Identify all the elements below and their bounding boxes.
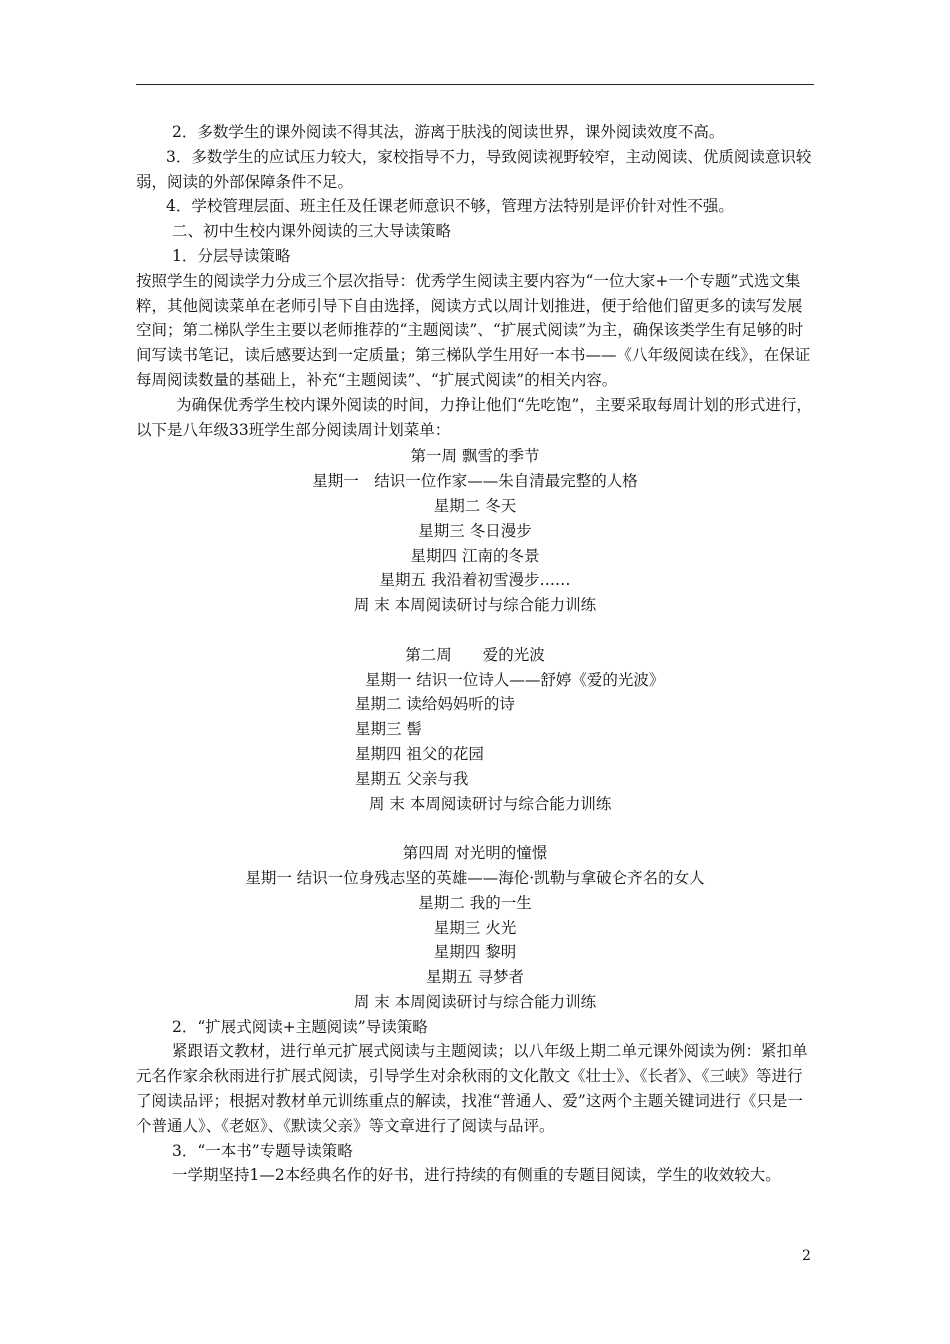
week2-item: 星期五 父亲与我: [355, 769, 469, 788]
week2-item: 周 末 本周阅读研讨与综合能力训练: [369, 794, 612, 813]
issue-3: 3．多数学生的应试压力较大，家校指导不力，导致阅读视野较窄，主动阅读、优质阅读意识较弱，阅读的外部保障条件不足。: [136, 147, 812, 191]
week1-menu: [136, 444, 814, 618]
strategy2-heading: 2．“扩展式阅读+主题阅读”导读策略: [172, 1017, 428, 1036]
week2-item: 星期三 髻: [355, 720, 422, 739]
issue-4: 4．学校管理层面、班主任及任课老师意识不够，管理方法特别是评价针对性不强。: [166, 197, 734, 216]
strategy1-paragraph: 按照学生的阅读学力分成三个层次指导：优秀学生阅读主要内容为“一位大家+一个专题”式选文集粹，其他阅读菜单在老师引导下自由选择，阅读方式以周计划推进，便于给他们留更多的读写发展空间；第二梯队学生主要以老师推荐的“主题阅读”、“扩展式阅读”为主，确保该类学生有足够的时间写读书笔记，读后感要达到一定质量；第三梯队学生用好一本书——《八年级阅读在线》，在保证每周阅读数量的基础上，补充“主题阅读”、“扩展式阅读”的相关内容。: [136, 271, 811, 389]
strategy1-heading: 1．分层导读策略: [172, 246, 291, 265]
week4-item: 星期四 黎明: [433, 943, 517, 962]
week4-item: 星期三 火光: [433, 918, 517, 937]
week1-item: 星期四 江南的冬景: [410, 546, 540, 565]
week1-title: 第一周 飘雪的季节: [410, 447, 540, 466]
week4-item: 星期一 结识一位身残志坚的英雄——海伦·凯勒与拿破仑齐名的女人: [245, 868, 705, 887]
week1-item: 星期三 冬日漫步: [418, 521, 532, 540]
document-body: [136, 120, 814, 1188]
week4-item: 星期五 寻梦者: [426, 968, 524, 987]
page-number: 2: [802, 1248, 811, 1264]
week2-item: 星期二 读给妈妈听的诗: [355, 695, 515, 714]
section-heading: 二、初中生校内课外阅读的三大导读策略: [172, 222, 452, 241]
week2-item: 星期一 结识一位诗人——舒婷《爱的光波》: [365, 670, 665, 689]
week2-menu: [136, 643, 814, 817]
strategy2-paragraph: 紧跟语文教材，进行单元扩展式阅读与主题阅读；以八年级上期二单元课外阅读为例：紧扣单元名作家余秋雨进行扩展式阅读，引导学生对余秋雨的文化散文《壮士》、《长者》、《三峡》等进行了阅读品评；根据对教材单元训练重点的解读，找准“普通人、爱”这两个主题关键词进行《只是一个普通人》、《老妪》、《默读父亲》等文章进行了阅读与品评。: [136, 1042, 808, 1135]
week4-title: 第四周 对光明的憧憬: [402, 844, 548, 863]
week1-item: 星期二 冬天: [433, 496, 517, 515]
week1-item: 星期一 结识一位作家——朱自清最完整的人格: [312, 472, 638, 491]
week4-menu: [136, 841, 814, 1015]
strategy1-paragraph-2: 为确保优秀学生校内课外阅读的时间，力挣让他们“先吃饱”，主要采取每周计划的形式进行，以下是八年级33班学生部分阅读周计划菜单：: [136, 395, 812, 439]
week4-item: 星期二 我的一生: [418, 893, 532, 912]
issue-2: 2．多数学生的课外阅读不得其法，游离于肤浅的阅读世界，课外阅读效度不高。: [172, 123, 725, 141]
week2-title: 第二周 爱的光波: [405, 645, 545, 664]
week4-item: 周 末 本周阅读研讨与综合能力训练: [353, 992, 597, 1011]
week1-item: 周 末 本周阅读研讨与综合能力训练: [353, 596, 597, 615]
strategy3-paragraph: 一学期坚持1—2本经典名作的好书，进行持续的有侧重的专题目阅读，学生的收效较大。: [172, 1166, 781, 1185]
strategy3-heading: 3．“一本书”专题导读策略: [172, 1141, 353, 1160]
header-rule: [136, 84, 814, 85]
week2-item: 星期四 祖父的花园: [355, 744, 484, 763]
week1-item: 星期五 我沿着初雪漫步……: [379, 571, 571, 590]
